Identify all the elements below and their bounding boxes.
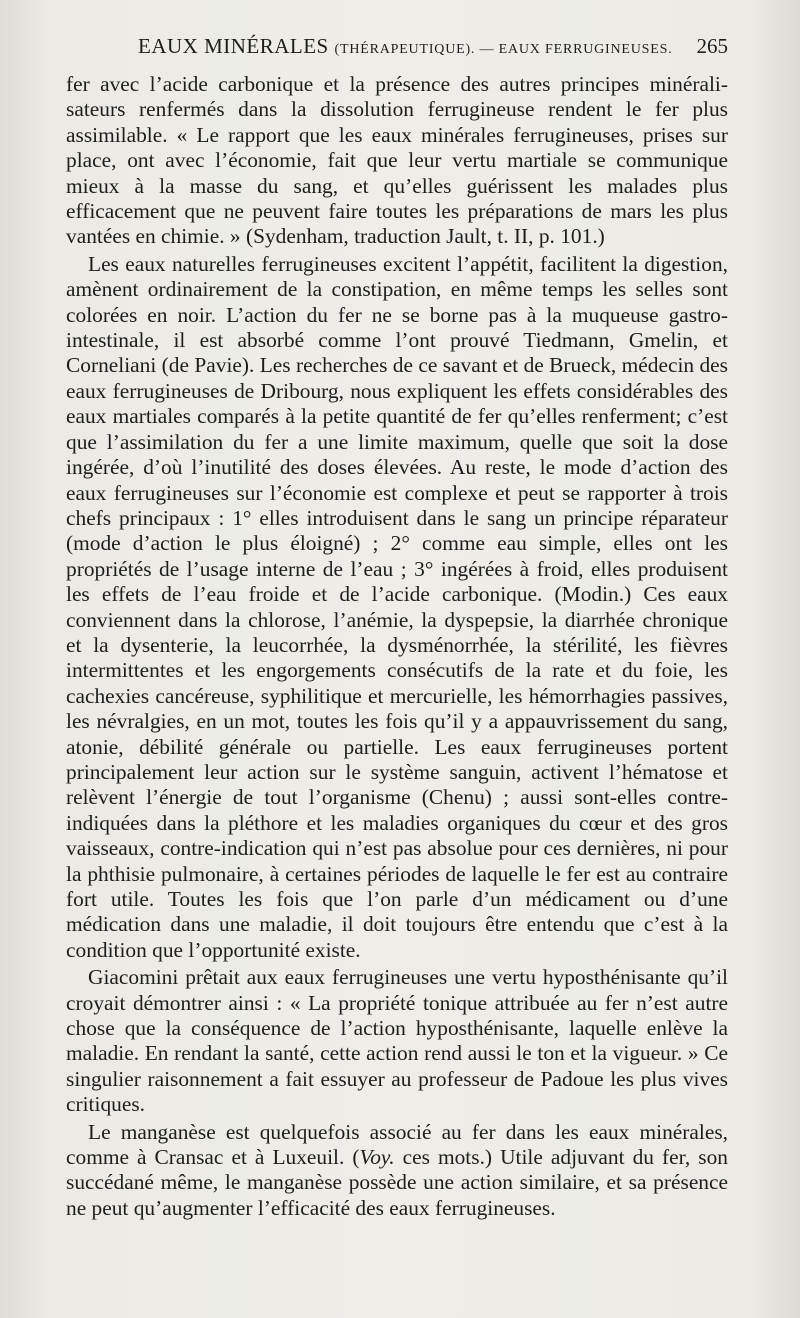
page-number: 265 <box>696 34 728 58</box>
running-title-main: EAUX MINÉRALES <box>138 34 329 58</box>
paragraph-3: Giacomini prêtait aux eaux ferrugineuses une vertu hyposthénisante qu’il croyait démontrer ainsi : « La propriété tonique attribuée au fer n’est autre chose que la conséquence de l’action hyposthénisante, laquelle enlève la maladie. En rendant la santé, cette action rend aussi le ton et la vigueur. » Ce singulier raisonnement a fait essuyer au professeur de Padoue les plus vives critiques. <box>66 965 728 1117</box>
paragraph-4-text-b: ces mots.) Utile adjuvant du fer, son succédané même, le manganèse possède une action similaire, et sa présence ne peut qu’augmenter l’efficacité des eaux ferrugineuses. <box>66 1145 728 1220</box>
running-title <box>138 34 673 59</box>
paragraph-4-text-a: Le manganèse est quelquefois associé au fer dans les eaux minérales, comme à Cransac et à Luxeuil. ( <box>66 1119 728 1170</box>
running-header <box>66 34 728 64</box>
running-title-sub: (THÉRAPEUTIQUE). — EAUX FERRUGINEUSES. <box>334 42 673 57</box>
cross-reference: Voy. <box>359 1145 395 1170</box>
paragraph-4 <box>66 1120 728 1222</box>
paragraph-2: Les eaux naturelles ferrugineuses excitent l’appétit, facilitent la digestion, amènent ordinairement de la constipation, en même temps les selles sont colorées en noir. L’action du fer ne se borne pas à la muqueuse gastro-intestinale, il est absorbé comme l’ont prouvé Tiedmann, Gmelin, et Corneliani (de Pavie). Les recherches de ce savant et de Brueck, médecin des eaux ferrugineuses de Dribourg, nous expliquent les effets considérables des eaux martiales comparés à la petite quantité de fer qu’elles renferment; c’est que l’assimilation du fer a une limite maximum, quelle que soit la dose ingérée, d’où l’inutilité des doses élevées. Au reste, le mode d’action des eaux ferrugineuses sur l’économie est complexe et peut se rapporter à trois chefs principaux : 1° elles introduisent dans le sang un principe réparateur (mode d’action le plus éloigné) ; 2° comme eau simple, elles ont les propriétés de l’usage interne de l’eau ; 3° ingérées à froid, elles produisent les effets de l’eau froide et de l’acide carbonique. (Modin.) Ces eaux conviennent dans la chlorose, l’anémie, la dyspepsie, la diarrhée chronique et la dysenterie, la leucorrhée, la dysménorrhée, la stérilité, les fièvres intermittentes et les engorgements consécutifs de la rate et du foie, les cachexies cancéreuse, syphilitique et mercurielle, les hémorrhagies passives, les névralgies, en un mot, toutes les fois qu’il y a appauvrissement du sang, atonie, débilité générale ou partielle. Les eaux ferrugineuses portent principalement leur action sur le système sanguin, activent l’hématose et relèvent l’énergie de tout l’organisme (Chenu) ; aussi sont-elles contre-indiquées dans la pléthore et les maladies organiques du cœur et des gros vaisseaux, contre-indication qui n’est pas absolue pour ces dernières, ni pour la phthisie pulmonaire, à certaines périodes de laquelle le fer est au contraire fort utile. Toutes les fois que l’on parle d’un médicament ou d’une médication dans une maladie, il doit toujours être entendu que c’est à la condition que l’opportunité existe. <box>66 251 728 962</box>
paragraph-1: fer avec l’acide carbonique et la présence des autres principes minéralisateurs renfermés dans la dissolution ferrugineuse rendent le fer plus assimilable. « Le rapport que les eaux minérales ferrugineuses, prises sur place, ont avec l’économie, fait que leur vertu martiale se communique mieux à la masse du sang, et qu’elles guérissent les malades plus efficacement que ne peuvent faire toutes les préparations de mars les plus vantées en chimie. » (Sydenham, traduction Jault, t. II, p. 101.) <box>66 72 728 249</box>
body-text <box>66 72 728 1221</box>
